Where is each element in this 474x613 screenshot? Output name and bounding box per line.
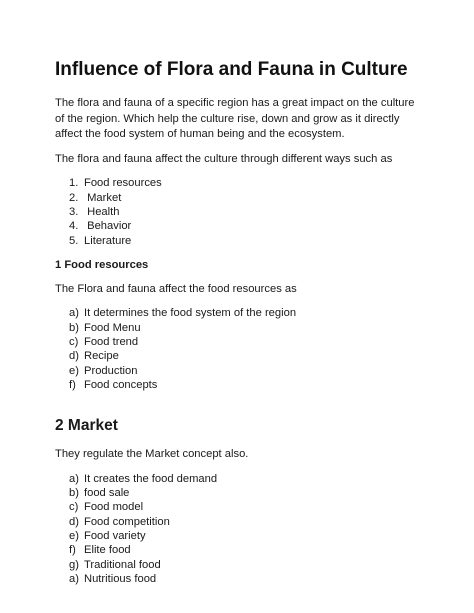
list-item-text: Food trend — [84, 336, 139, 349]
list-item — [69, 335, 425, 349]
list-item-text: Production — [84, 364, 138, 377]
list-marker: e) — [69, 530, 79, 543]
list-marker: a) — [69, 572, 79, 585]
list-marker: 1. — [69, 177, 79, 190]
food-resources-heading: 1 Food resources — [55, 258, 149, 271]
list-marker: 2. — [69, 191, 79, 204]
list-item-text: Nutritious food — [84, 572, 157, 585]
list-marker: f) — [69, 378, 76, 391]
list-item — [69, 321, 425, 335]
list-marker: a) — [69, 307, 79, 320]
list-marker: g) — [69, 558, 79, 571]
list-item-text: It creates the food demand — [84, 472, 218, 485]
list-item — [69, 543, 425, 557]
ways-paragraph: The flora and fauna affect the culture through different ways such as — [55, 152, 393, 165]
list-item — [69, 486, 425, 500]
list-marker: d) — [69, 515, 79, 528]
list-item-text: Recipe — [84, 350, 119, 363]
market-paragraph: They regulate the Market concept also. — [55, 448, 249, 461]
list-marker: d) — [69, 350, 79, 363]
list-marker: c) — [69, 501, 79, 514]
list-item-text: Food Menu — [84, 321, 141, 334]
list-item — [69, 176, 425, 190]
list-item — [69, 191, 425, 205]
food-resources-paragraph: The Flora and fauna affect the food resources as — [55, 282, 297, 295]
list-item-text: Food competition — [84, 515, 170, 528]
ways-list — [55, 176, 425, 247]
list-item-text: It determines the food system of the region — [84, 307, 297, 320]
list-item — [69, 219, 425, 233]
list-item — [69, 572, 425, 586]
list-item-text: Food concepts — [84, 378, 158, 391]
list-item-text: Food variety — [84, 530, 146, 543]
list-item-text: Traditional food — [84, 558, 161, 571]
list-item-text: Food model — [84, 501, 144, 514]
list-item-text: Market — [84, 191, 122, 204]
list-item-text: food sale — [84, 487, 130, 500]
list-item — [69, 515, 425, 529]
list-marker: 5. — [69, 234, 79, 247]
market-list — [55, 472, 425, 586]
list-item-text: Behavior — [84, 220, 132, 233]
list-item-text: Elite food — [84, 544, 131, 557]
list-item — [69, 205, 425, 219]
list-marker: b) — [69, 321, 79, 334]
list-marker: 3. — [69, 205, 79, 218]
list-item-text: Literature — [84, 234, 132, 247]
list-marker: a) — [69, 472, 79, 485]
list-marker: f) — [69, 544, 76, 557]
list-marker: b) — [69, 487, 79, 500]
list-item — [69, 306, 425, 320]
list-item-text: Food resources — [84, 177, 162, 190]
list-item — [69, 500, 425, 514]
food-resources-list — [55, 306, 425, 392]
list-item — [69, 234, 425, 248]
list-item-text: Health — [84, 205, 120, 218]
list-item — [69, 378, 425, 392]
list-item — [69, 349, 425, 363]
list-item — [69, 529, 425, 543]
list-item — [69, 558, 425, 572]
list-item — [69, 472, 425, 486]
list-marker: 4. — [69, 220, 79, 233]
list-marker: c) — [69, 336, 79, 349]
page-title: Influence of Flora and Fauna in Culture — [55, 59, 408, 80]
market-heading: 2 Market — [55, 417, 118, 435]
list-item — [69, 364, 425, 378]
document-content — [55, 58, 425, 596]
list-marker: e) — [69, 364, 79, 377]
intro-paragraph: The flora and fauna of a specific region has a great impact on the culture of the region. Which help the culture rise, down and grow as it directly affect the food system of human being and the ecosystem. — [55, 97, 415, 141]
